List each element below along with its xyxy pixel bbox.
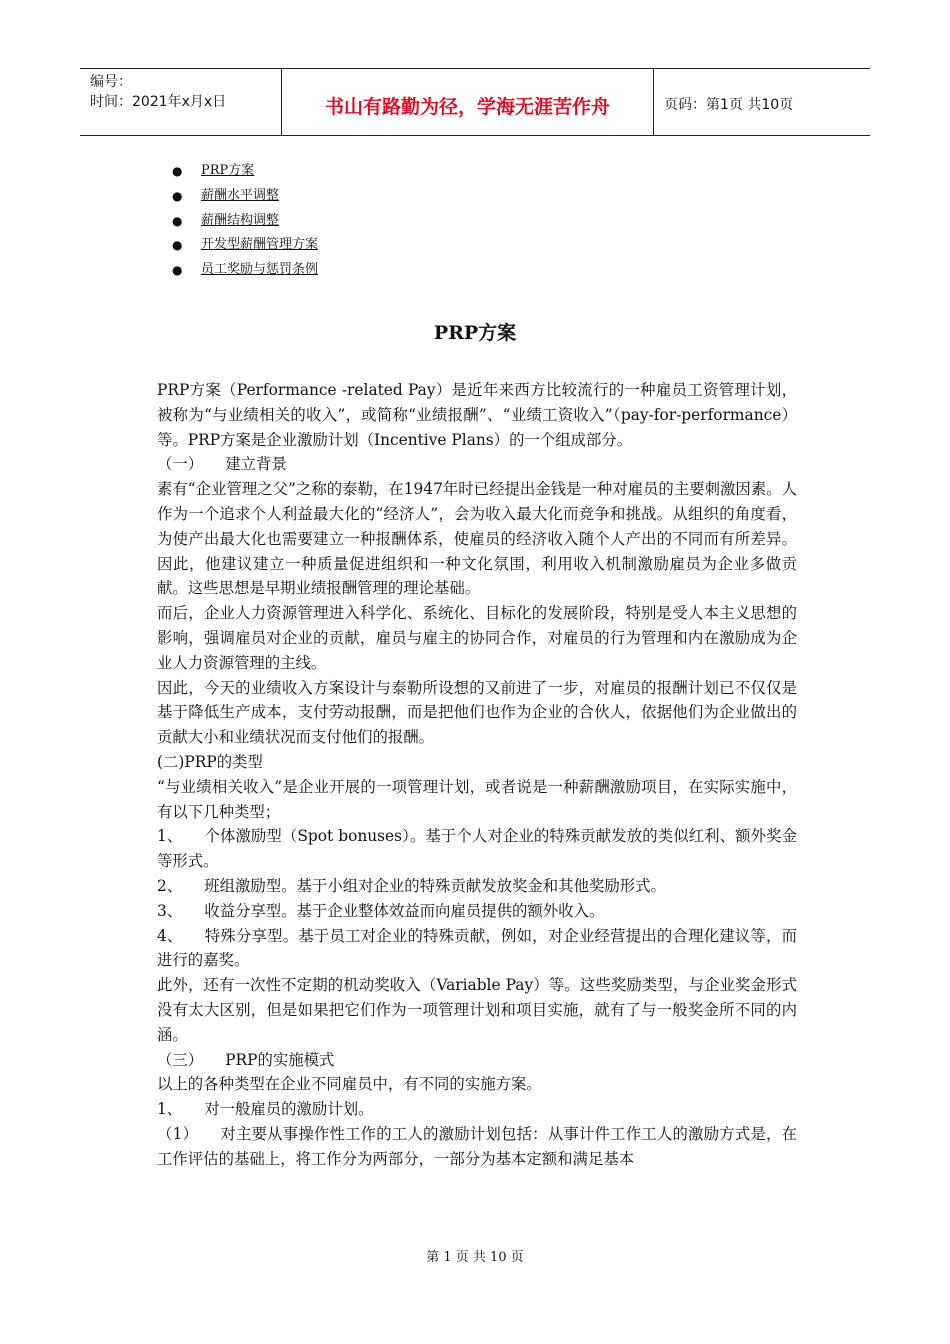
toc-link[interactable]: PRP方案 bbox=[201, 163, 255, 178]
body-paragraph bbox=[157, 924, 797, 974]
header-meta bbox=[80, 69, 282, 135]
paragraph-text: 建立背景 bbox=[225, 455, 287, 474]
body-paragraph bbox=[157, 750, 797, 775]
paragraph-text: 素有“企业管理之父”之称的泰勒，在1947年时已经提出金钱是一种对雇员的主要刺激因素。人作为一个追求个人利益最大化的“经济人”，会为收入最大化而竞争和挑战。从组织的角度看，为使产出最大化也需要建立一种报酬体系，使雇员的经济收入随个人产出的不同而有所差异。因此，他建议建立一种质量促进组织和一种文化氛围，利用收入机制激励雇员为企业多做贡献。这些思想是早期业绩报酬管理的理论基础。 bbox=[157, 480, 797, 598]
paragraph-number: （一） bbox=[157, 455, 204, 474]
toc-link[interactable]: 员工奖励与惩罚条例 bbox=[201, 262, 319, 278]
paragraph-text: 对一般雇员的激励计划。 bbox=[204, 1100, 374, 1119]
paragraph-text: (二)PRP的类型 bbox=[157, 752, 263, 771]
document-time-label: 时间：2021年x月x日 bbox=[90, 94, 227, 110]
paragraph-text: 收益分享型。基于企业整体效益而向雇员提供的额外收入。 bbox=[204, 901, 605, 920]
paragraph-number: 3、 bbox=[157, 901, 183, 920]
body-paragraph bbox=[157, 1072, 797, 1097]
paragraph-text: PRP的实施模式 bbox=[225, 1050, 335, 1069]
body-paragraph bbox=[157, 824, 797, 874]
paragraph-number: 2、 bbox=[157, 876, 183, 895]
body-paragraph bbox=[157, 1122, 797, 1172]
body-paragraph bbox=[157, 601, 797, 675]
paragraph-text: 对主要从事操作性工作的工人的激励计划包括：从事计件工作工人的激励方式是，在工作评估的基础上，将工作分为两部分，一部分为基本定额和满足基本 bbox=[157, 1124, 797, 1168]
paragraph-text: 而后，企业人力资源管理进入科学化、系统化、目标化的发展阶段，特别是受人本主义思想的影响，强调雇员对企业的贡献，雇员与雇主的协同合作，对雇员的行为管理和内在激励成为企业人力资源管理的主线。 bbox=[157, 604, 797, 672]
paragraph-number: 4、 bbox=[157, 926, 183, 945]
bullet-icon: ● bbox=[172, 164, 183, 178]
body-paragraph bbox=[157, 775, 797, 825]
body-paragraph bbox=[157, 378, 797, 452]
paragraph-number: 1、 bbox=[157, 827, 183, 846]
body-paragraph bbox=[157, 973, 797, 1047]
header-motto: 书山有路勤为径，学海无涯苦作舟 bbox=[282, 69, 654, 135]
page-header bbox=[80, 68, 870, 136]
paragraph-number: （三） bbox=[157, 1050, 204, 1069]
paragraph-text: 个体激励型（Spot bonuses）。基于个人对企业的特殊贡献发放的类似红利、额外奖金等形式。 bbox=[157, 827, 797, 871]
body-paragraph bbox=[157, 1097, 797, 1122]
paragraph-text: 班组激励型。基于小组对企业的特殊贡献发放奖金和其他奖励形式。 bbox=[204, 876, 666, 895]
header-page-info: 页码：第1页 共10页 bbox=[664, 97, 794, 113]
paragraph-text: PRP方案（Performance -related Pay）是近年来西方比较流行的一种雇员工资管理计划，被称为“与业绩相关的收入”，或简称“业绩报酬”、“业绩工资收入”（pay-for-performance）等。PRP方案是企业激励计划（Incentive Plans）的一个组成部分。 bbox=[157, 381, 797, 449]
body-paragraph bbox=[157, 874, 797, 899]
body-paragraph bbox=[157, 1048, 797, 1073]
paragraph-number: 1、 bbox=[157, 1100, 183, 1119]
toc-link[interactable]: 开发型薪酬管理方案 bbox=[201, 237, 319, 253]
body-paragraph bbox=[157, 477, 797, 601]
paragraph-text: “与业绩相关收入”是企业开展的一项管理计划，或者说是一种薪酬激励项目，在实际实施中，有以下几种类型； bbox=[157, 777, 797, 821]
body-paragraph bbox=[157, 899, 797, 924]
paragraph-text: 以上的各种类型在企业不同雇员中，有不同的实施方案。 bbox=[157, 1075, 542, 1094]
document-number-label: 编号： bbox=[90, 74, 132, 90]
toc-link[interactable]: 薪酬结构调整 bbox=[201, 212, 280, 228]
toc-link[interactable]: 薪酬水平调整 bbox=[201, 187, 280, 203]
body-paragraph bbox=[157, 676, 797, 750]
paragraph-text: 因此，今天的业绩收入方案设计与泰勒所设想的又前进了一步，对雇员的报酬计划已不仅仅是基于降低生产成本，支付劳动报酬，而是把他们也作为企业的合伙人，依据他们为企业做出的贡献大小和业绩状况而支付他们的报酬。 bbox=[157, 678, 797, 747]
paragraph-text: 特殊分享型。基于员工对企业的特殊贡献，例如，对企业经营提出的合理化建议等，而进行的嘉奖。 bbox=[157, 926, 797, 970]
body-paragraph bbox=[157, 452, 797, 477]
bullet-icon: ● bbox=[172, 238, 183, 253]
bullet-icon: ● bbox=[172, 263, 183, 278]
bullet-icon: ● bbox=[172, 213, 183, 228]
document-body bbox=[157, 378, 797, 1172]
paragraph-number: （1） bbox=[157, 1124, 199, 1143]
page-footer: 第 1 页 共 10 页 bbox=[426, 1250, 524, 1265]
bullet-icon: ● bbox=[172, 188, 183, 203]
section-title: PRP方案 bbox=[433, 322, 517, 344]
paragraph-text: 此外，还有一次性不定期的机动奖收入（Variable Pay）等。这些奖励类型，与企业奖金形式没有太大区别，但是如果把它们作为一项管理计划和项目实施，就有了与一般奖金所不同的内涵。 bbox=[157, 976, 797, 1044]
